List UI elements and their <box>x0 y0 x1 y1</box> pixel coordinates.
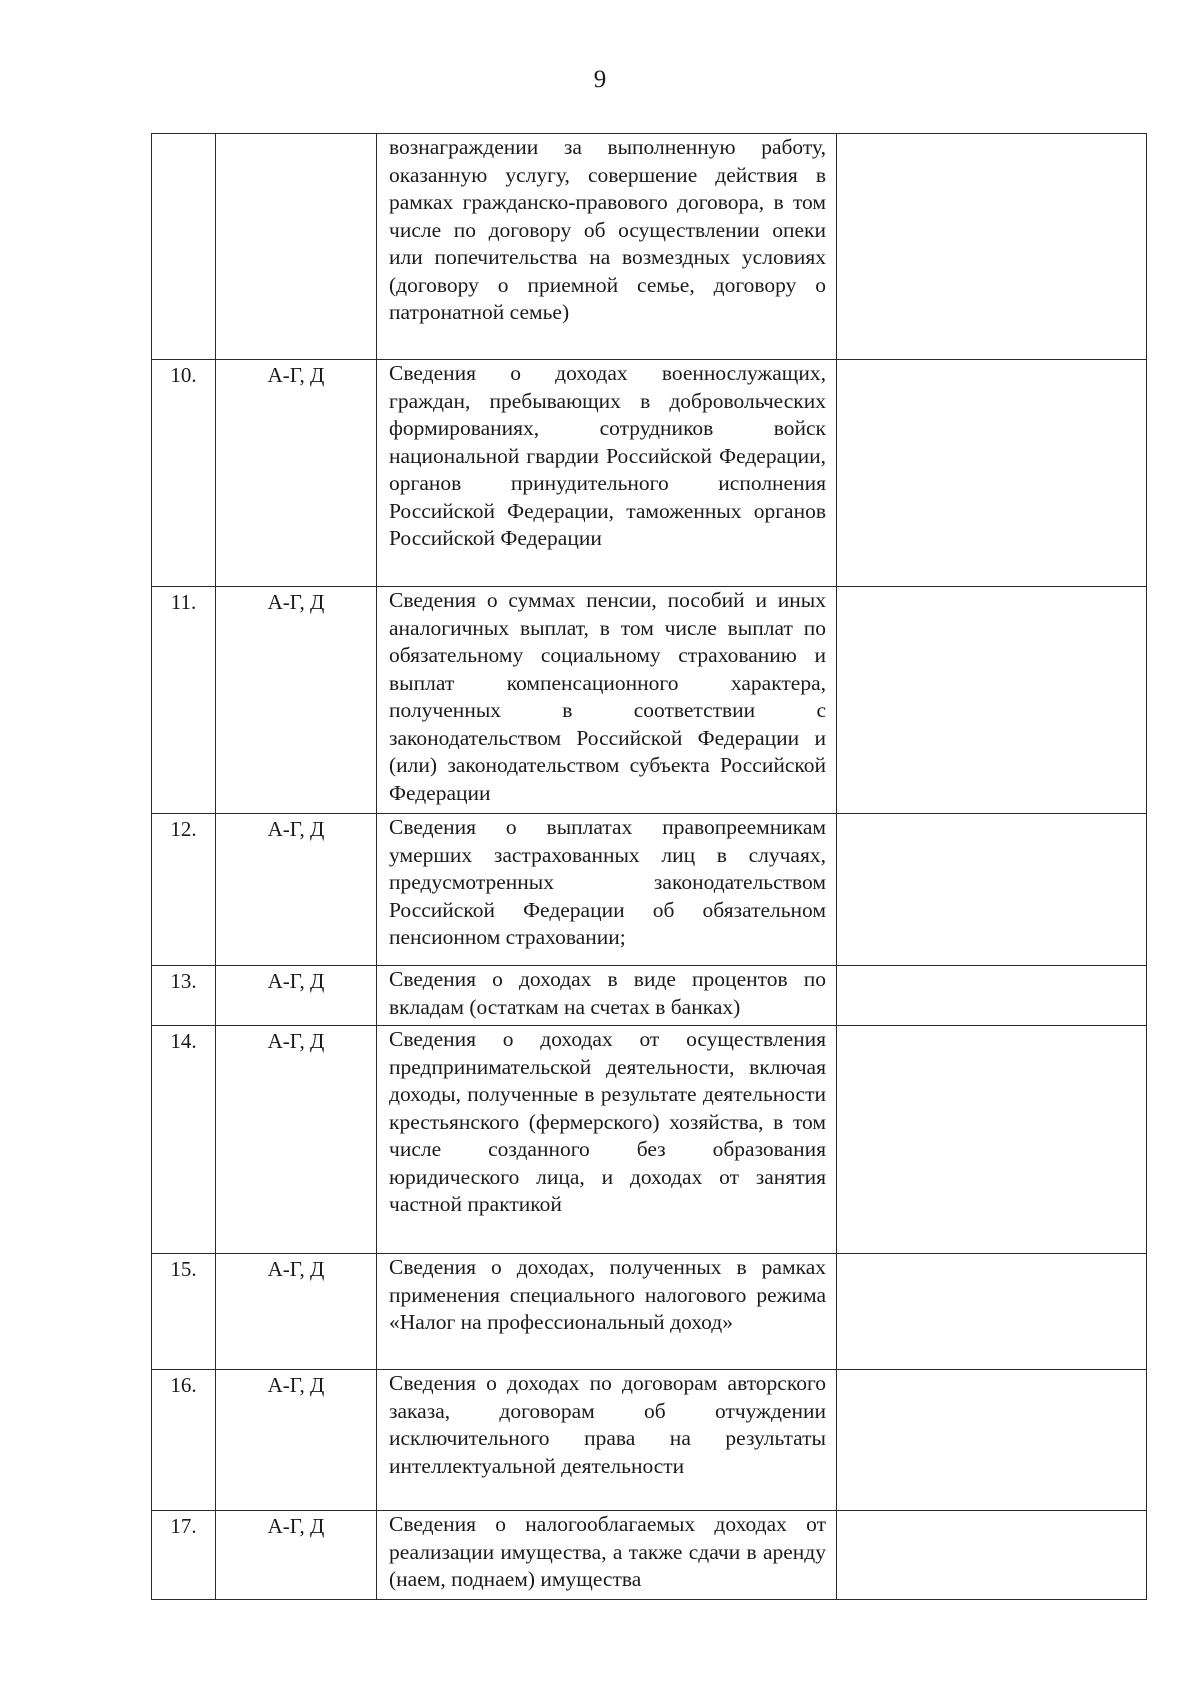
row-number: 17. <box>152 1511 216 1600</box>
row-codes: А-Г, Д <box>216 360 377 587</box>
row-description: Сведения о налогооблагаемых доходах от реализации имущества, а также сдачи в аренду (наем, поднаем) имущества <box>377 1511 837 1600</box>
row-empty-cell <box>837 1026 1147 1254</box>
row-codes: А-Г, Д <box>216 1254 377 1370</box>
table-row <box>152 1370 1147 1511</box>
row-empty-cell <box>837 814 1147 966</box>
document-table <box>151 133 1147 1600</box>
row-number: 12. <box>152 814 216 966</box>
row-codes: А-Г, Д <box>216 1370 377 1511</box>
row-description: вознаграждении за выполненную работу, оказанную услугу, совершение действия в рамках гражданско-правового договора, в том числе по договору об осуществлении опеки или попечительства на возмездных условиях (договору о приемной семье, договору о патронатной семье) <box>377 134 837 360</box>
row-codes: А-Г, Д <box>216 1026 377 1254</box>
table-row <box>152 1254 1147 1370</box>
row-description: Сведения о доходах в виде процентов по вкладам (остаткам на счетах в банках) <box>377 966 837 1026</box>
row-description: Сведения о выплатах правопреемникам умерших застрахованных лиц в случаях, предусмотренных законодательством Российской Федерации об обязательном пенсионном страховании; <box>377 814 837 966</box>
page-number: 9 <box>593 66 607 93</box>
table-row <box>152 1511 1147 1600</box>
row-codes: А-Г, Д <box>216 814 377 966</box>
row-empty-cell <box>837 1254 1147 1370</box>
row-empty-cell <box>837 360 1147 587</box>
table-row <box>152 360 1147 587</box>
row-description: Сведения о доходах военнослужащих, граждан, пребывающих в добровольческих формированиях, сотрудников войск национальной гвардии Российской Федерации, органов принудительного исполнения Российской Федерации, таможенных органов Российской Федерации <box>377 360 837 587</box>
row-codes: А-Г, Д <box>216 966 377 1026</box>
row-codes <box>216 134 377 360</box>
row-number: 14. <box>152 1026 216 1254</box>
row-description: Сведения о доходах по договорам авторского заказа, договорам об отчуждении исключительного права на результаты интеллектуальной деятельности <box>377 1370 837 1511</box>
row-empty-cell <box>837 134 1147 360</box>
row-number: 10. <box>152 360 216 587</box>
row-description: Сведения о доходах от осуществления предпринимательской деятельности, включая доходы, полученные в результате деятельности крестьянского (фермерского) хозяйства, в том числе созданного без образования юридического лица, и доходах от занятия частной практикой <box>377 1026 837 1254</box>
table-row <box>152 587 1147 814</box>
row-number: 11. <box>152 587 216 814</box>
row-codes: А-Г, Д <box>216 587 377 814</box>
row-empty-cell <box>837 587 1147 814</box>
row-description: Сведения о доходах, полученных в рамках применения специального налогового режима «Налог на профессиональный доход» <box>377 1254 837 1370</box>
row-number: 13. <box>152 966 216 1026</box>
table-row <box>152 134 1147 360</box>
table-row <box>152 814 1147 966</box>
row-empty-cell <box>837 1511 1147 1600</box>
table-row <box>152 1026 1147 1254</box>
row-description: Сведения о суммах пенсии, пособий и иных аналогичных выплат, в том числе выплат по обязательному социальному страхованию и выплат компенсационного характера, полученных в соответствии с законодательством Российской Федерации и (или) законодательством субъекта Российской Федерации <box>377 587 837 814</box>
row-number: 16. <box>152 1370 216 1511</box>
row-empty-cell <box>837 966 1147 1026</box>
table-row <box>152 966 1147 1026</box>
row-empty-cell <box>837 1370 1147 1511</box>
row-codes: А-Г, Д <box>216 1511 377 1600</box>
row-number: 15. <box>152 1254 216 1370</box>
row-number <box>152 134 216 360</box>
